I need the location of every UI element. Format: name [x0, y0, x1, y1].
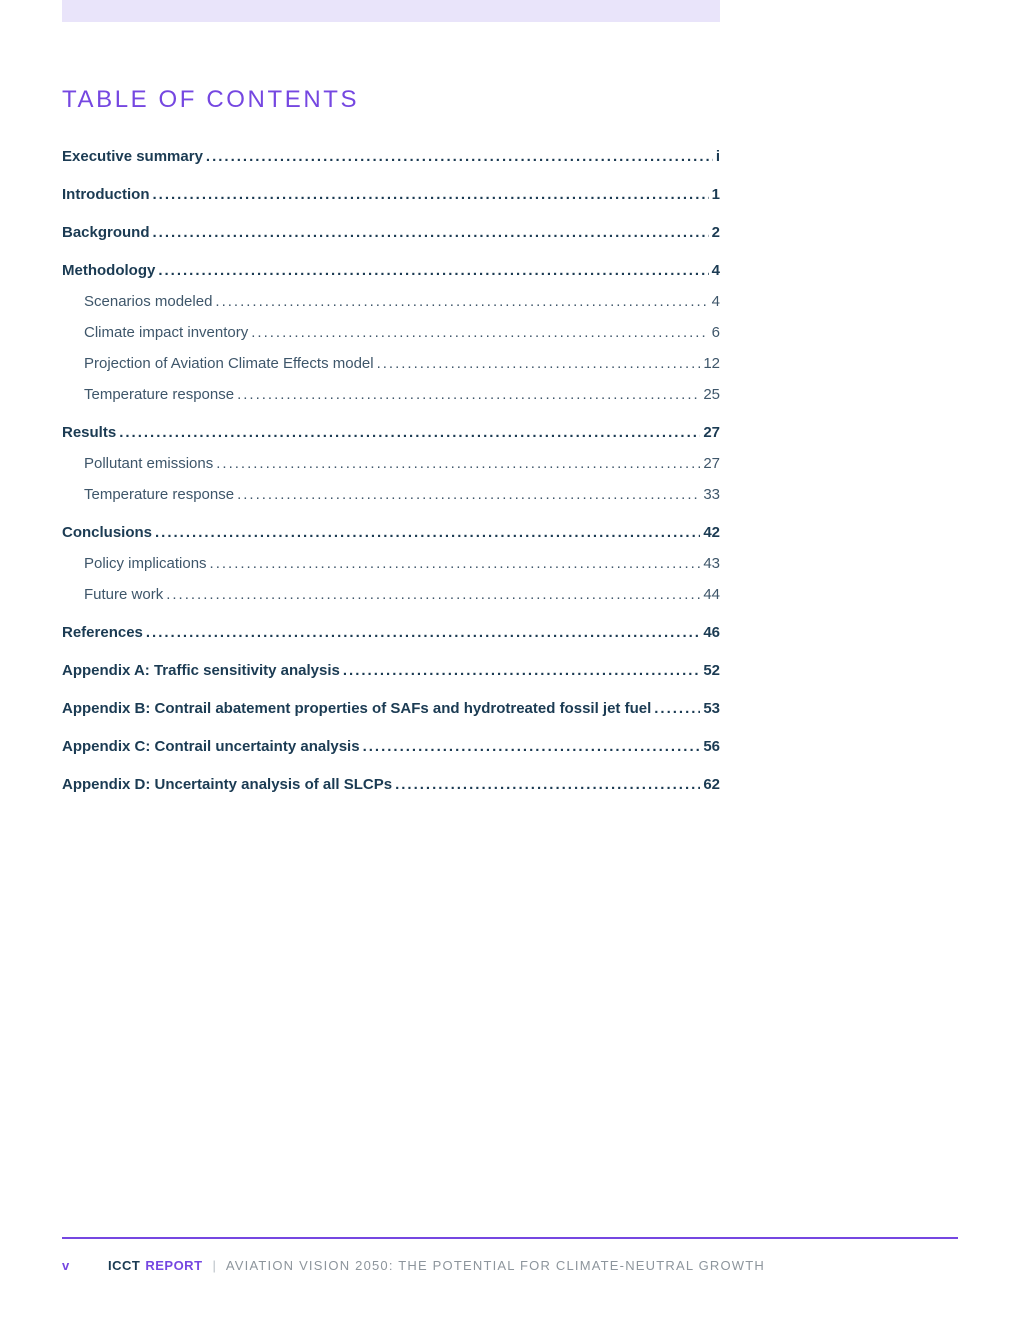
toc-entry-label: Methodology	[62, 262, 156, 279]
toc-entry-label: Results	[62, 424, 117, 441]
footer-page-number: v	[62, 1258, 70, 1273]
toc-entry-label: Appendix A: Traffic sensitivity analysis	[62, 662, 340, 679]
toc-leader-dots	[395, 775, 700, 795]
toc-entry-page: 53	[703, 700, 720, 717]
toc-entry-future-work[interactable]	[62, 585, 720, 605]
toc-entry-label: Climate impact inventory	[84, 324, 249, 341]
toc-entry-page: i	[715, 148, 720, 165]
toc-entry-page: 4	[711, 293, 720, 310]
toc-leader-dots	[166, 585, 700, 605]
toc-entry-label: Policy implications	[84, 555, 207, 572]
toc-entry-appendix-c[interactable]	[62, 737, 720, 757]
toc-entry-page: 6	[711, 324, 720, 341]
toc-entry-page: 46	[703, 624, 720, 641]
toc-entry-page: 27	[703, 455, 720, 472]
toc-leader-dots	[363, 737, 701, 757]
toc-leader-dots	[206, 147, 713, 167]
toc-entry-label: Projection of Aviation Climate Effects model	[84, 355, 374, 372]
toc-leader-dots	[158, 261, 708, 281]
toc-leader-dots	[251, 323, 708, 343]
toc-entry-scenarios-modeled[interactable]	[62, 292, 720, 312]
toc-entry-page: 62	[703, 776, 720, 793]
toc-entry-temperature-response-results[interactable]	[62, 485, 720, 505]
toc-entry-results[interactable]	[62, 423, 720, 443]
toc-entry-label: Conclusions	[62, 524, 153, 541]
toc-entry-label: Introduction	[62, 186, 150, 203]
toc-entry-page: 44	[703, 586, 720, 603]
toc-entry-label: Scenarios modeled	[84, 293, 213, 310]
toc-entry-page: 27	[703, 424, 720, 441]
toc-entry-page: 1	[711, 186, 720, 203]
toc-leader-dots	[155, 523, 700, 543]
toc-leader-dots	[146, 623, 700, 643]
toc-entry-label: Appendix D: Uncertainty analysis of all SLCPs	[62, 776, 393, 793]
footer-divider	[62, 1237, 958, 1239]
toc-entry-executive-summary[interactable]	[62, 147, 720, 167]
toc-leader-dots	[237, 385, 700, 405]
toc-entry-label: Future work	[84, 586, 164, 603]
toc-entry-page: 33	[703, 486, 720, 503]
toc-leader-dots	[215, 292, 708, 312]
toc-entry-page: 42	[703, 524, 720, 541]
toc-entry-label: Pollutant emissions	[84, 455, 214, 472]
toc-entry-label: Background	[62, 224, 150, 241]
toc-entry-label: Appendix C: Contrail uncertainty analysis	[62, 738, 360, 755]
toc-entry-appendix-d[interactable]	[62, 775, 720, 795]
toc-entry-label: Appendix B: Contrail abatement properties of SAFs and hydrotreated fossil jet fuel	[62, 700, 652, 717]
toc-leader-dots	[152, 185, 708, 205]
toc-entry-label: Executive summary	[62, 148, 203, 165]
toc-entry-projection-ace-model[interactable]	[62, 354, 720, 374]
toc-entry-appendix-b[interactable]	[62, 699, 720, 719]
toc-entry-page: 12	[703, 355, 720, 372]
toc-entry-page: 52	[703, 662, 720, 679]
toc-leader-dots	[377, 354, 701, 374]
toc-entry-climate-impact-inventory[interactable]	[62, 323, 720, 343]
toc-entry-page: 4	[711, 262, 720, 279]
table-of-contents	[62, 147, 720, 795]
footer-doc-type: REPORT	[145, 1258, 203, 1273]
toc-leader-dots	[210, 554, 701, 574]
toc-entry-label: Temperature response	[84, 486, 235, 503]
page-footer	[62, 1258, 958, 1273]
toc-entry-appendix-a[interactable]	[62, 661, 720, 681]
toc-leader-dots	[216, 454, 700, 474]
toc-leader-dots	[153, 223, 709, 243]
toc-entry-page: 56	[703, 738, 720, 755]
footer-doc-title: AVIATION VISION 2050: THE POTENTIAL FOR CLIMATE-NEUTRAL GROWTH	[225, 1258, 766, 1273]
toc-entry-background[interactable]	[62, 223, 720, 243]
toc-entry-label: Temperature response	[84, 386, 235, 403]
toc-entry-page: 25	[703, 386, 720, 403]
toc-entry-temperature-response-methodology[interactable]	[62, 385, 720, 405]
toc-entry-introduction[interactable]	[62, 185, 720, 205]
page-title: TABLE OF CONTENTS	[62, 86, 360, 113]
header-banner	[62, 0, 720, 22]
toc-entry-conclusions[interactable]	[62, 523, 720, 543]
toc-entry-page: 43	[703, 555, 720, 572]
toc-entry-methodology[interactable]	[62, 261, 720, 281]
toc-entry-policy-implications[interactable]	[62, 554, 720, 574]
toc-leader-dots	[237, 485, 700, 505]
toc-entry-pollutant-emissions[interactable]	[62, 454, 720, 474]
toc-entry-page: 2	[711, 224, 720, 241]
toc-leader-dots	[654, 699, 700, 719]
footer-org-name: ICCT	[108, 1258, 141, 1273]
footer-separator: |	[212, 1258, 216, 1273]
toc-leader-dots	[343, 661, 700, 681]
toc-entry-references[interactable]	[62, 623, 720, 643]
toc-leader-dots	[119, 423, 700, 443]
toc-entry-label: References	[62, 624, 143, 641]
